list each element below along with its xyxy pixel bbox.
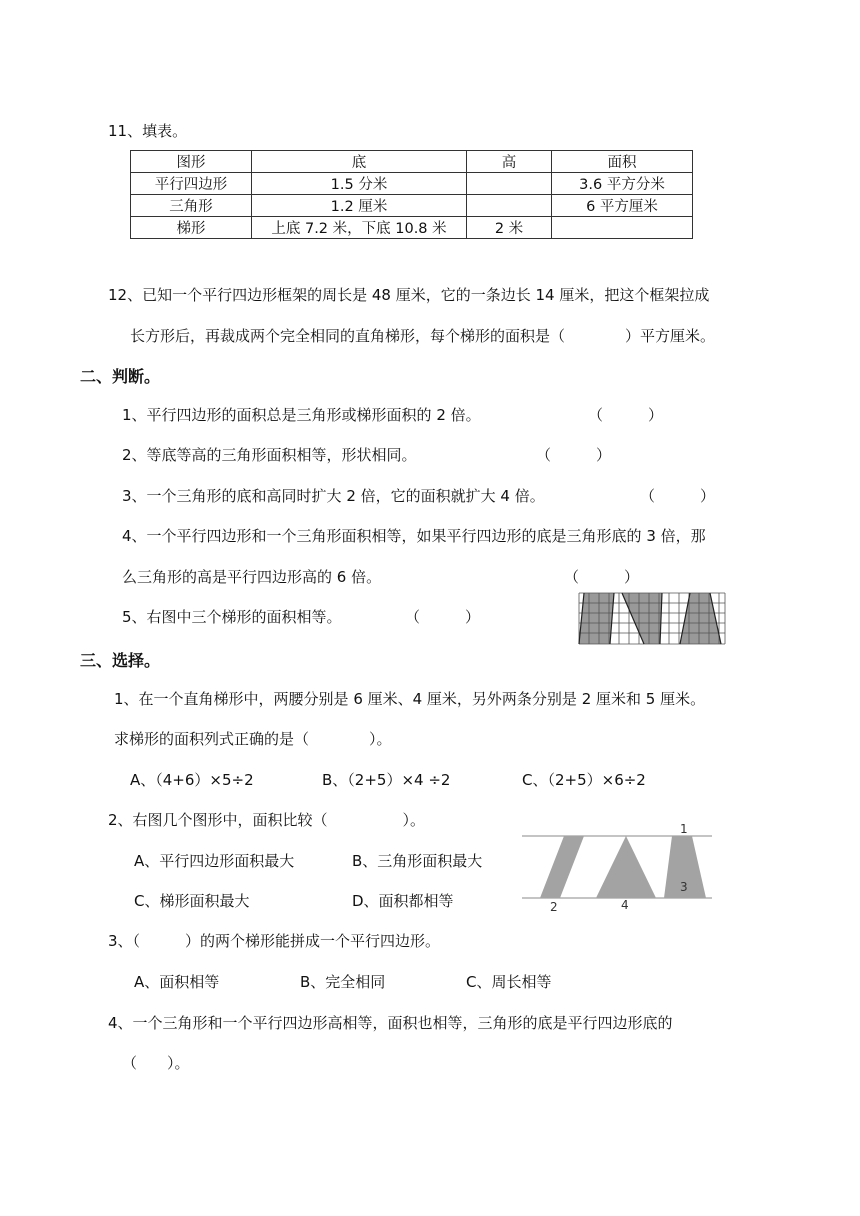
q12-line1: 12、已知一个平行四边形框架的周长是 48 厘米，它的一条边长 14 厘米，把这个框架拉成 [108,286,710,304]
trapezoid-shape [680,593,721,644]
choice-q1-line2: 求梯形的面积列式正确的是（ ）。 [114,730,392,748]
table-cell: 梯形 [131,217,252,239]
choice-q4-line1: 4、一个三角形和一个平行四边形高相等，面积也相等，三角形的底是平行四边形底的 [108,1014,673,1032]
table-header: 高 [467,151,552,173]
choice-q3-option-a: A、面积相等 [134,973,220,991]
choice-q1-option-b: B、（2+5）×4 ÷2 [322,771,451,789]
table-cell [552,217,693,239]
judge-item-3: 3、一个三角形的底和高同时扩大 2 倍，它的面积就扩大 4 倍。 [122,487,545,505]
table-header: 底 [252,151,467,173]
fill-table [130,150,693,239]
section-heading-choice: 三、选择。 [80,651,161,670]
table-cell: 1.2 厘米 [252,195,467,217]
choice-q4-line2: （ ）。 [122,1054,190,1072]
choice-q3-option-b: B、完全相同 [300,973,386,991]
choice-q3-line: 3、（ ）的两个梯形能拼成一个平行四边形。 [108,932,441,950]
table-cell: 2 米 [467,217,552,239]
grid-trapezoids-figure [578,592,730,646]
judge-item-1: 1、平行四边形的面积总是三角形或梯形面积的 2 倍。 [122,406,481,424]
answer-paren: （ ） [640,487,716,505]
choice-q2-option-b: B、三角形面积最大 [352,852,483,870]
shapes-figure [520,820,716,916]
table-cell [467,173,552,195]
choice-q2-option-c: C、梯形面积最大 [134,892,250,910]
choice-q2-line: 2、右图几个图形中，面积比较（ ）。 [108,811,426,829]
parallelogram-shape [540,836,584,898]
answer-paren: （ ） [564,568,640,586]
q11-title: 11、填表。 [108,122,188,140]
table-cell: 3.6 平方分米 [552,173,693,195]
choice-q1-line1: 1、在一个直角梯形中，两腰分别是 6 厘米、4 厘米，另外两条分别是 2 厘米和 5 厘米。 [114,690,706,708]
table-cell [467,195,552,217]
judge-item-5: 5、右图中三个梯形的面积相等。 [122,608,342,626]
choice-q3-option-c: C、周长相等 [466,973,552,991]
table-row [131,195,693,217]
table-row [131,173,693,195]
answer-paren: （ ） [536,446,612,464]
choice-q2-option-a: A、平行四边形面积最大 [134,852,295,870]
table-header-row [131,151,693,173]
answer-paren: （ ） [405,608,481,626]
triangle-shape [596,836,656,898]
figure-label-4: 4 [621,898,629,912]
figure-label-1: 1 [680,822,688,836]
table-cell: 三角形 [131,195,252,217]
figure-label-2: 2 [550,900,558,914]
answer-paren: （ ） [588,406,664,424]
table-header: 图形 [131,151,252,173]
table-cell: 1.5 分米 [252,173,467,195]
figure-label-3: 3 [680,880,688,894]
choice-q2-option-d: D、面积都相等 [352,892,454,910]
q12-line2: 长方形后，再裁成两个完全相同的直角梯形，每个梯形的面积是（ ）平方厘米。 [130,327,716,345]
judge-item-2: 2、等底等高的三角形面积相等，形状相同。 [122,446,417,464]
choice-q1-option-a: A、（4+6）×5÷2 [130,771,254,789]
trapezoid-shape [622,593,662,644]
table-cell: 上底 7.2 米，下底 10.8 米 [252,217,467,239]
table-header: 面积 [552,151,693,173]
judge-item-4: 4、一个平行四边形和一个三角形面积相等，如果平行四边形的底是三角形底的 3 倍，那 [122,527,706,545]
judge-item-4-cont: 么三角形的高是平行四边形高的 6 倍。 [122,568,382,586]
choice-q1-option-c: C、（2+5）×6÷2 [522,771,646,789]
section-heading-judge: 二、判断。 [80,367,161,386]
table-cell: 平行四边形 [131,173,252,195]
table-row [131,217,693,239]
table-cell: 6 平方厘米 [552,195,693,217]
